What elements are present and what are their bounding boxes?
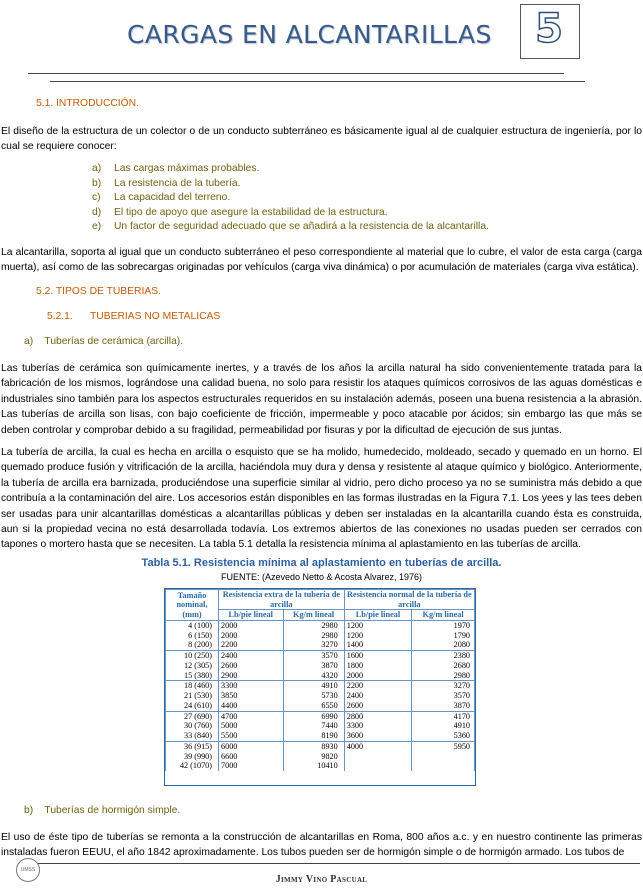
- table-cell: 2980: [412, 671, 475, 681]
- table-cell: [412, 761, 475, 771]
- table-row: [166, 620, 475, 630]
- table-cell: 2000: [219, 631, 284, 641]
- table-cell: 3270: [412, 681, 475, 691]
- table-row: [166, 711, 475, 721]
- table-cell: 2000: [344, 671, 412, 681]
- header-rule-top: [28, 73, 564, 74]
- table-cell: 4910: [283, 681, 344, 691]
- subheading-ceramic: a) Tuberías de cerámica (arcilla).: [24, 336, 184, 347]
- table-cell: 1200: [344, 620, 412, 630]
- table-cell: 10 (250): [166, 651, 219, 661]
- page-title: CARGAS EN ALCANTARILLAS: [127, 20, 492, 49]
- table-cell: 24 (610): [166, 701, 219, 711]
- table-cell: 2200: [344, 681, 412, 691]
- table-cell: 18 (460): [166, 681, 219, 691]
- table-cell: 2980: [283, 620, 344, 630]
- chapter-number: 5: [535, 6, 563, 52]
- table-cell: 36 (915): [166, 741, 219, 751]
- table-row: [166, 741, 475, 751]
- list-item: [92, 207, 388, 218]
- table-cell: 5360: [412, 731, 475, 741]
- table-cell: 4 (100): [166, 620, 219, 630]
- table-cell: 4170: [412, 711, 475, 721]
- table-cell: 6600: [219, 752, 284, 762]
- table-cell: 8 (200): [166, 640, 219, 650]
- table-cell: [344, 752, 412, 762]
- table-cell: 2600: [219, 661, 284, 671]
- table-cell: 7440: [283, 721, 344, 731]
- table-cell: 5950: [412, 741, 475, 751]
- table-cell: 2000: [219, 620, 284, 630]
- university-logo-icon: UMSS: [16, 858, 40, 882]
- table-cell: 3850: [219, 691, 284, 701]
- list-item: [92, 221, 489, 232]
- table-cell: 2080: [412, 640, 475, 650]
- subheading-concrete: b) Tuberías de hormigón simple.: [24, 805, 181, 816]
- table-cell: 3600: [344, 731, 412, 741]
- table-cell: 3570: [412, 691, 475, 701]
- concrete-paragraph: El uso de éste tipo de tuberías se remonta a la construcción de alcantarillas en Roma, 800 años a.c. y en nuestro continente las primeras instaladas fueron EEUU, el año 1842 aproximadamente. Los tubos pueden ser de hormigón simple o de hormigón armado. Los tubos de: [1, 832, 642, 859]
- table-cell: 8190: [283, 731, 344, 741]
- list-item-letter: b): [92, 178, 102, 189]
- table-cell: 15 (380): [166, 671, 219, 681]
- table-cell: 4000: [344, 741, 412, 751]
- table-cell: 3300: [344, 721, 412, 731]
- list-item: [92, 178, 241, 189]
- list-item: [92, 192, 230, 203]
- header-lb: Lb/pie lineal: [219, 610, 284, 621]
- header-kg: Kg/m lineal: [412, 610, 475, 621]
- table-row: [166, 661, 475, 671]
- table-cell: 2900: [219, 671, 284, 681]
- table-cell: 2380: [412, 651, 475, 661]
- subsection-title: TUBERIAS NO METALICAS: [90, 311, 221, 322]
- table-row: [166, 752, 475, 762]
- table-cell: 2600: [344, 701, 412, 711]
- table-source: FUENTE: (Azevedo Netto & Acosta Alvarez, 1976): [220, 572, 423, 582]
- header-extra: Resistencia extra de la tubería de arcilla: [219, 590, 345, 610]
- table-cell: 1800: [344, 661, 412, 671]
- table-cell: 6 (150): [166, 631, 219, 641]
- table-cell: 7000: [219, 761, 284, 771]
- table-cell: 3300: [219, 681, 284, 691]
- table-cell: 2800: [344, 711, 412, 721]
- resistance-table: [164, 588, 476, 786]
- table-cell: 3570: [283, 651, 344, 661]
- list-item-text: Un factor de seguridad adecuado que se añadirá a la resistencia de la alcantarilla.: [114, 221, 489, 232]
- table-cell: 39 (990): [166, 752, 219, 762]
- table-cell: 6000: [219, 741, 284, 751]
- table-cell: 2980: [283, 631, 344, 641]
- ceramic-paragraph-1: Las tuberías de cerámica son químicamente inertes, y a través de los años la arcilla natural ha sido convenientemente tratada para la fabricación de los mismos, lográndose una calidad buena, no solo para resistir los ataques químicos corrosivos de las aguas domésticas e industriales sino también para los aspectos estructurales requeridos en su instalación además, poseen una buena resistencia a la abrasión. Las tuberías de arcilla son lisas, con bajo coeficiente de fricción, impermeable y poco atacable por ácidos; sin embargo las que más se deben controlar y comprobar debido a su fragilidad, permeabilidad por fisuras y por la dificultad de ejecución de sus juntas.: [1, 363, 642, 436]
- header-size: Tamaño nominal, (mm): [166, 590, 219, 621]
- table-cell: 27 (690): [166, 711, 219, 721]
- footer-author: Jimmy Vino Pascual: [275, 874, 368, 885]
- table-cell: 2400: [219, 651, 284, 661]
- table-row: [166, 631, 475, 641]
- ceramic-paragraph-2: La tubería de arcilla, la cual es hecha en arcilla o esquisto que se ha molido, humedecido, moldeado, secado y quemado en un horno. El quemado produce fusión y vitrificación de la arcilla, haciéndola muy dura y densa y resistente al ataque químico y biológico. Anteriormente, la tubería de arcilla era barnizada, produciéndose una superficie similar al vidrio, pero dicho proceso ya no se suministra más debido a que contribuía a la contaminación del aire. Los accesorios están disponibles en las formas ilustradas en la Figura 7.1. Los yees y las tees deben ser usadas para unir alcantarillas domésticas a alcantarillas públicas y deben ser instaladas en la alcantarilla cuando ésta es construida, aun si la propiedad vecina no está desarrollada todavía. Los extremos abiertos de las conexiones no usadas pueden ser cerrados con tapones o mortero hasta que se necesiten. La tabla 5.1 detalla la resistencia mínima al aplastamiento en las tuberías de arcilla.: [1, 447, 642, 551]
- table-cell: 3870: [283, 661, 344, 671]
- table-cell: 5730: [283, 691, 344, 701]
- list-item-letter: d): [92, 207, 102, 218]
- table-cell: 4320: [283, 671, 344, 681]
- section-heading-intro: 5.1. INTRODUCCIÓN.: [36, 98, 139, 109]
- table-cell: 8930: [283, 741, 344, 751]
- table-cell: 6990: [283, 711, 344, 721]
- list-item-letter: c): [92, 192, 101, 203]
- table-cell: 9820: [283, 752, 344, 762]
- header-kg: Kg/m lineal: [283, 610, 344, 621]
- table-row: [166, 681, 475, 691]
- table-cell: 1200: [344, 631, 412, 641]
- table-cell: [344, 761, 412, 771]
- list-item-text: Las cargas máximas probables.: [114, 163, 260, 174]
- table-cell: 10410: [283, 761, 344, 771]
- list-item-text: El tipo de apoyo que asegure la estabilidad de la estructura.: [114, 207, 388, 218]
- table-cell: 2680: [412, 661, 475, 671]
- header-lb: Lb/pie lineal: [344, 610, 412, 621]
- load-paragraph: La alcantarilla, soporta al igual que un conducto subterráneo el peso correspondiente al material que lo cubre, el valor de esta carga (carga muerta), así como de las sobrecargas originadas por vehículos (carga viva dinámica) o por acumulación de materiales (carga viva estática).: [1, 247, 642, 274]
- table-cell: 30 (760): [166, 721, 219, 731]
- table-cell: 3870: [412, 701, 475, 711]
- intro-paragraph: El diseño de la estructura de un colector o de un conducto subterráneo es básicamente igual al de cualquier estructura de ingeniería, por lo cual se requiere conocer:: [1, 126, 642, 153]
- table-row: [166, 671, 475, 681]
- table-caption: Tabla 5.1. Resistencia mínima al aplastamiento en tuberías de arcilla.: [141, 557, 502, 569]
- table-cell: 2400: [344, 691, 412, 701]
- table-row: [166, 701, 475, 711]
- list-item-letter: e): [92, 221, 102, 232]
- table-row: [166, 651, 475, 661]
- table: [165, 589, 475, 771]
- footer-rule: [32, 863, 640, 864]
- table-cell: 12 (305): [166, 661, 219, 671]
- table-cell: 2200: [219, 640, 284, 650]
- table-row: [166, 731, 475, 741]
- table-row: [166, 761, 475, 771]
- table-cell: 4700: [219, 711, 284, 721]
- table-row: [166, 721, 475, 731]
- header-normal: Resistencia normal de la tubería de arcilla: [344, 590, 474, 610]
- table-cell: [412, 752, 475, 762]
- list-item: [92, 163, 259, 174]
- table-cell: 3270: [283, 640, 344, 650]
- table-cell: 42 (1070): [166, 761, 219, 771]
- list-item-text: La capacidad del terreno.: [114, 192, 231, 203]
- table-cell: 1400: [344, 640, 412, 650]
- table-cell: 5500: [219, 731, 284, 741]
- subsection-number: 5.2.1.: [47, 311, 73, 322]
- table-row: [166, 640, 475, 650]
- table-cell: 1790: [412, 631, 475, 641]
- table-cell: 5000: [219, 721, 284, 731]
- table-cell: 1600: [344, 651, 412, 661]
- header-rule-bottom: [50, 81, 585, 82]
- table-cell: 4910: [412, 721, 475, 731]
- table-cell: 33 (840): [166, 731, 219, 741]
- table-cell: 6550: [283, 701, 344, 711]
- table-cell: 1970: [412, 620, 475, 630]
- table-row: [166, 691, 475, 701]
- list-item-text: La resistencia de la tubería.: [114, 178, 241, 189]
- table-cell: 21 (530): [166, 691, 219, 701]
- table-cell: 4400: [219, 701, 284, 711]
- list-item-letter: a): [92, 163, 102, 174]
- section-heading-types: 5.2. TIPOS DE TUBERIAS.: [36, 286, 161, 297]
